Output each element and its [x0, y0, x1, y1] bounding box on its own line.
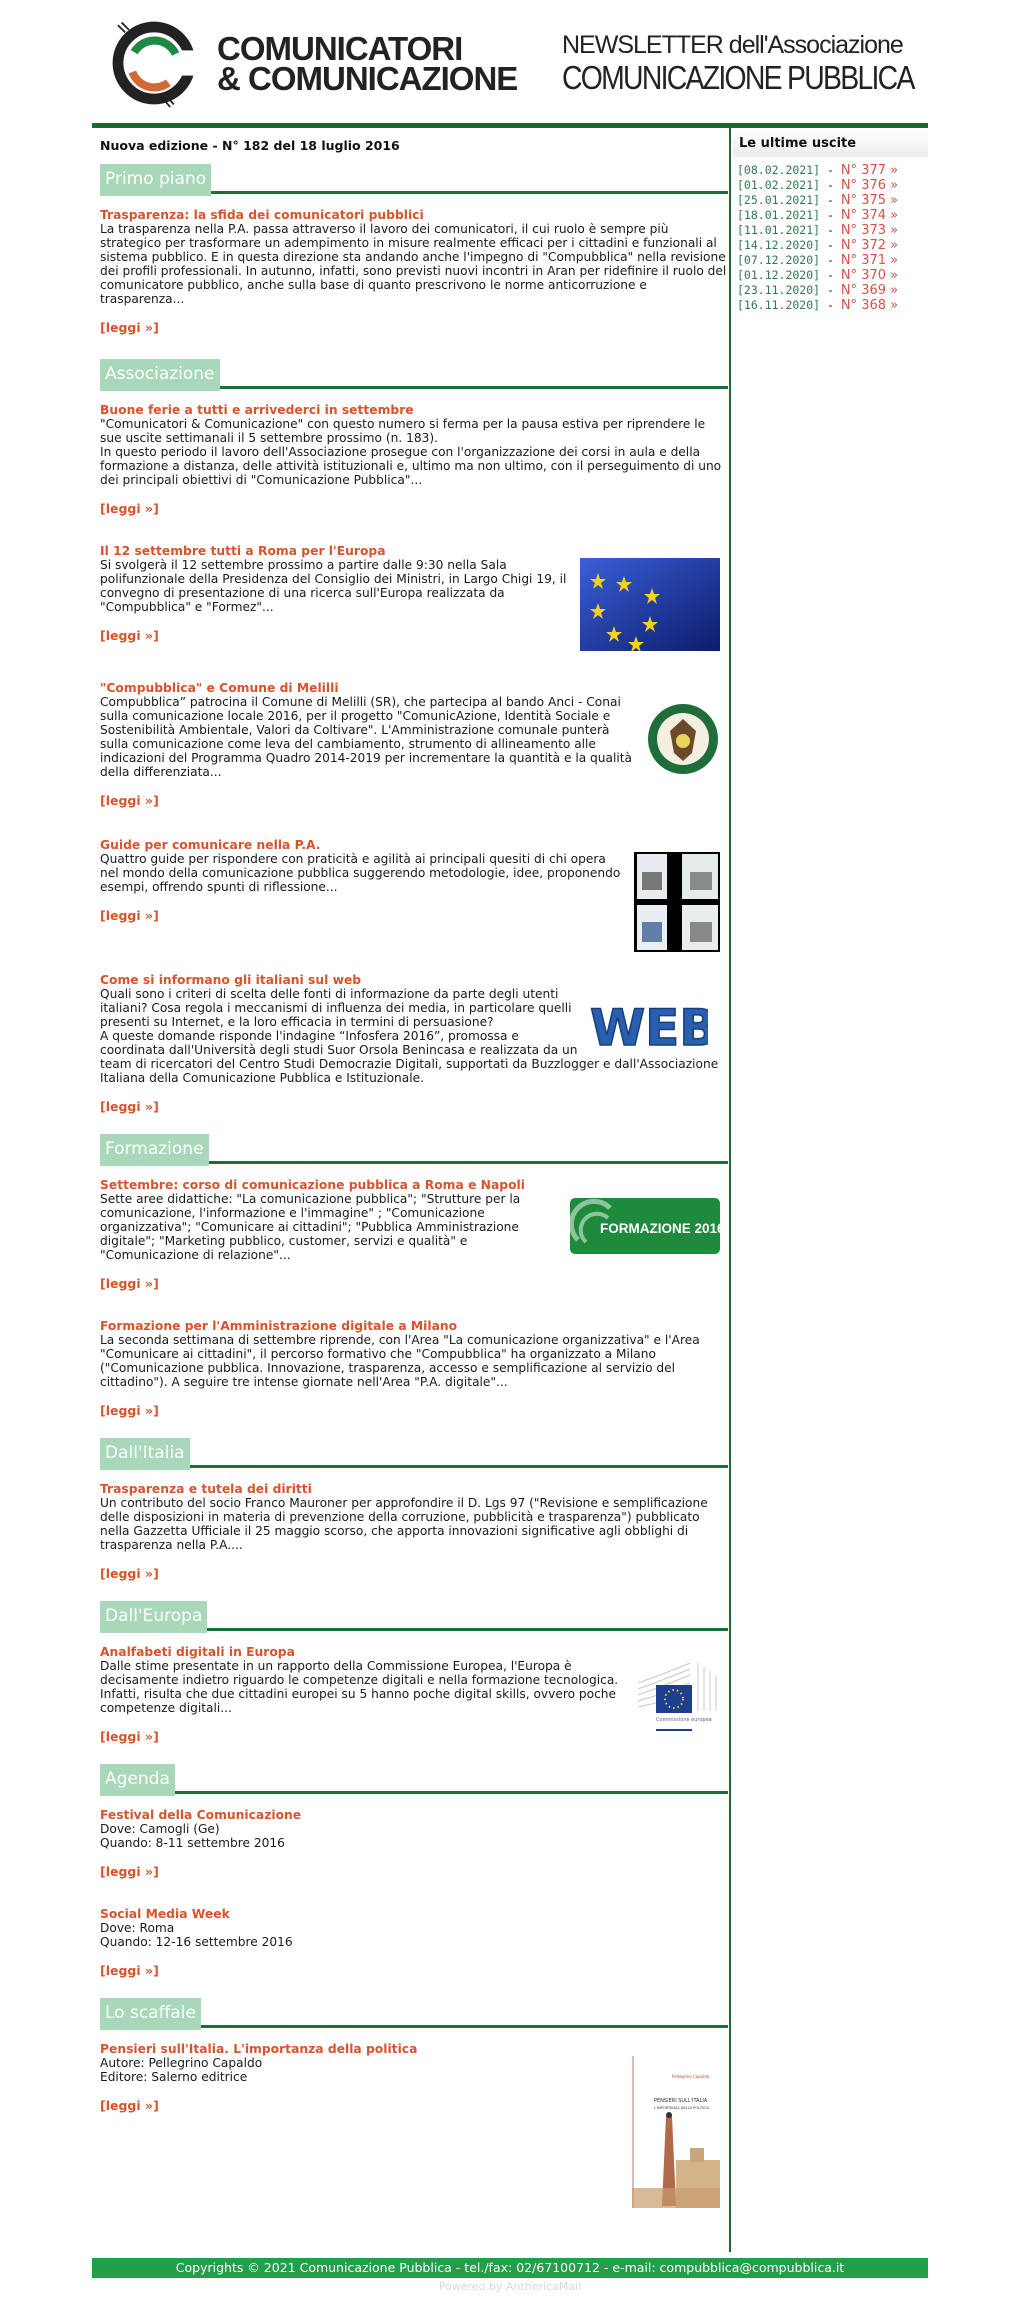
guides-covers-image[interactable]	[634, 852, 720, 952]
book-title-link[interactable]: Pensieri sull'Italia. L'importanza della politica	[100, 2042, 418, 2056]
past-issue-item: [11.01.2021] - N° 373 »	[737, 223, 899, 238]
brand-line-1: COMUNICATORI	[217, 30, 463, 67]
article	[100, 1482, 728, 1581]
section-header-associazione	[100, 359, 728, 391]
article-summary: La seconda settimana di settembre riprende, con l'Area "La comunicazione organizzativa" e l'Area "Comunicare ai cittadini", il percorso formativo che "Compubblica" ha organizzato a Milano ("Comunicazione pubblica. Innovazione, trasparenza, accesso e semplificazione al servizio del cittadino"). A seguire tre intense giornate nell'Area "P.A. digitale"...	[100, 1333, 700, 1389]
section-header-primo-piano	[100, 164, 728, 196]
section-header-dall-europa	[100, 1601, 728, 1633]
european-commission-logo[interactable]	[636, 1663, 720, 1735]
article-summary: Sette aree didattiche: "La comunicazione pubblica"; "Strutture per la comunicazione, l'informazione e l'immagine" ; "Comunicazione organizzativa"; "Comunicare ai cittadini"; "Pubblica Amministrazione digitale"; "Marketing pubblico, customer, servizi e qualità" e "Comunicazione di relazione"...	[100, 1192, 521, 1262]
read-more-link[interactable]: [leggi »]	[100, 1963, 159, 1978]
article	[100, 1645, 728, 1744]
article-summary: Un contributo del socio Franco Mauroner per approfondire il D. Lgs 97 ("Revisione e semplificazione delle disposizioni in materia di prevenzione della corruzione, pubblicità e trasparenza") pubblicato nella Gazzetta Ufficiale il 25 maggio scorso, che apporta innovazioni significative agli obblighi di trasparenza nella P.A....	[100, 1496, 708, 1552]
issue-link[interactable]: N° 370 »	[840, 268, 899, 283]
article	[100, 1178, 728, 1291]
book-publisher: Editore: Salerno editrice	[100, 2070, 248, 2084]
agenda-event	[100, 1808, 728, 1879]
article	[100, 1319, 728, 1418]
section-header-agenda	[100, 1764, 728, 1796]
tagline-line-2: COMUNICAZIONE PUBBLICA	[562, 59, 914, 96]
sidebar-title: Le ultime uscite	[733, 130, 928, 157]
read-more-link[interactable]: [leggi »]	[100, 1864, 159, 1879]
issue-link[interactable]: N° 376 »	[840, 178, 899, 193]
issue-link[interactable]: N° 372 »	[840, 238, 899, 253]
event-date: Quando: 12-16 settembre 2016	[100, 1935, 293, 1949]
past-issue-item: [16.11.2020] - N° 368 »	[737, 298, 899, 313]
read-more-link[interactable]: [leggi »]	[100, 320, 159, 335]
powered-by-text: Powered by AnthericaMail	[438, 2280, 582, 2293]
footer-bar	[92, 2258, 928, 2278]
issue-date: [16.11.2020]	[737, 298, 821, 312]
issue-link[interactable]: N° 375 »	[840, 193, 899, 208]
web-3d-text-icon	[588, 999, 708, 1055]
article-title-link[interactable]: Il 12 settembre tutti a Roma per l'Europa	[100, 544, 386, 558]
article-title-link[interactable]: Formazione per l'Amministrazione digitale a Milano	[100, 1319, 458, 1333]
article-title-link[interactable]: Trasparenza e tutela dei diritti	[100, 1482, 312, 1496]
section-header-lo-scaffale	[100, 1998, 728, 2030]
issue-date: [07.12.2020]	[737, 253, 821, 267]
european-commission-icon	[636, 1663, 720, 1735]
past-issues-list	[733, 157, 928, 313]
newsletter-container	[92, 0, 928, 2113]
edition-heading: Nuova edizione - N° 182 del 18 luglio 2016	[100, 138, 400, 153]
read-more-link[interactable]: [leggi »]	[100, 1276, 159, 1291]
issue-date: [18.01.2021]	[737, 208, 821, 222]
read-more-link[interactable]: [leggi »]	[100, 1403, 159, 1418]
issue-date: [01.02.2021]	[737, 178, 821, 192]
article-title-link[interactable]: Buone ferie a tutti e arrivederci in settembre	[100, 403, 414, 417]
main-column	[100, 128, 728, 2208]
book-author: Autore: Pellegrino Capaldo	[100, 2056, 263, 2070]
issue-date: [08.02.2021]	[737, 163, 821, 177]
agenda-event	[100, 1907, 728, 1978]
section-header-formazione	[100, 1134, 728, 1166]
book-cover-image[interactable]	[632, 2056, 720, 2208]
column-divider	[729, 128, 731, 2252]
article-summary-continued: In questo periodo il lavoro dell'Associazione prosegue con l'organizzazione dei corsi in aula e della formazione a distanza, delle attività istituzionali e, ultimo ma non ultimo, con il perseguimento di uno dei principali obiettivi di "Comunicazione Pubblica"...	[100, 445, 722, 487]
read-more-link[interactable]: [leggi »]	[100, 908, 159, 923]
melilli-seal-image[interactable]	[646, 701, 720, 777]
read-more-link[interactable]: [leggi »]	[100, 501, 159, 516]
past-issue-item: [08.02.2021] - N° 377 »	[737, 163, 899, 178]
section-label: Formazione	[100, 1134, 209, 1166]
svg-text:WEB: WEB	[590, 999, 708, 1055]
past-issue-item: [14.12.2020] - N° 372 »	[737, 238, 899, 253]
read-more-link[interactable]: [leggi »]	[100, 628, 159, 643]
footer-contact-text: Copyrights © 2021 Comunicazione Pubblica - tel./fax: 02/67100712 - e-mail: compubblica@compubblica.it	[175, 2260, 845, 2275]
issue-link[interactable]: N° 373 »	[840, 223, 899, 238]
past-issue-item: [18.01.2021] - N° 374 »	[737, 208, 899, 223]
article	[100, 681, 728, 808]
municipal-seal-icon	[646, 701, 720, 777]
svg-text:L'IMPORTANZA DELLA POLITICA: L'IMPORTANZA DELLA POLITICA	[654, 2106, 710, 2110]
issue-link[interactable]: N° 374 »	[840, 208, 899, 223]
formazione-badge-icon	[570, 1198, 720, 1254]
issue-date: [25.01.2021]	[737, 193, 821, 207]
tagline-line-1: NEWSLETTER dell'Associazione	[562, 31, 903, 59]
past-issue-item: [23.11.2020] - N° 369 »	[737, 283, 899, 298]
logo-mark-icon	[109, 18, 199, 108]
book-review	[100, 2042, 728, 2202]
read-more-link[interactable]: [leggi »]	[100, 1099, 159, 1114]
article-summary-continued: A queste domande risponde l'indagine “Infosfera 2016”, promossa e coordinata dall'Università degli studi Suor Orsola Benincasa e realizzata da un team di ricercatori del Centro Studi Democrazie Digitali, supportati da Buzzlogger e dall'Associazione Italiana della Comunicazione Pubblica e Istituzionale.	[100, 1029, 719, 1085]
article-title-link[interactable]: Settembre: corso di comunicazione pubblica a Roma e Napoli	[100, 1178, 525, 1192]
article-title-link[interactable]: Guide per comunicare nella P.A.	[100, 838, 321, 852]
web-image[interactable]	[588, 999, 708, 1055]
section-label: Agenda	[100, 1764, 175, 1796]
article	[100, 838, 728, 943]
issue-date: [01.12.2020]	[737, 268, 821, 282]
section-label: Lo scaffale	[100, 1998, 201, 2030]
event-title-link[interactable]: Social Media Week	[100, 1907, 230, 1921]
book-covers-icon	[634, 852, 720, 952]
article-summary: "Comunicatori & Comunicazione" con questo numero si ferma per la pausa estiva per riprendere le sue uscite settimanali il 5 settembre prossimo (n. 183).	[100, 417, 706, 445]
book-cover-icon	[632, 2056, 720, 2208]
issue-link[interactable]: N° 371 »	[840, 253, 899, 268]
article	[100, 544, 728, 643]
article-title-link[interactable]: "Compubblica" e Comune di Melilli	[100, 681, 339, 695]
article-summary: Quali sono i criteri di scelta delle fonti di informazione da parte degli utenti italiani? Cosa regola i meccanismi di influenza dei media, in particolare quelli presenti su Internet, e la loro efficacia in termini di persuasione?	[100, 987, 572, 1029]
section-rule	[100, 1465, 728, 1468]
section-label: Dall'Italia	[100, 1438, 190, 1470]
brand-line-2: & COMUNICAZIONE	[217, 60, 518, 97]
read-more-link[interactable]: [leggi »]	[100, 2098, 159, 2113]
issue-link[interactable]: N° 368 »	[840, 298, 899, 313]
past-issue-item: [07.12.2020] - N° 371 »	[737, 253, 899, 268]
section-label: Primo piano	[100, 164, 211, 196]
article-title-link[interactable]: Come si informano gli italiani sul web	[100, 973, 362, 987]
brand-logotype	[217, 30, 518, 97]
issue-date: [11.01.2021]	[737, 223, 821, 237]
event-location: Dove: Camogli (Ge)	[100, 1822, 220, 1836]
article-summary: Dalle stime presentate in un rapporto della Commissione Europea, l'Europa è decisamente indietro riguardo le competenze digitali e nella formazione tecnologica. Infatti, risulta che due cittadini europei su 5 hanno poche digital skills, ovvero poche competenze digitali...	[100, 1659, 619, 1715]
svg-text:FORMAZIONE 2016: FORMAZIONE 2016	[600, 1221, 720, 1236]
issue-date: [14.12.2020]	[737, 238, 821, 252]
article-summary: Quattro guide per rispondere con praticità e agilità ai principali quesiti di chi opera nel mondo della comunicazione pubblica suggerendo metodologie, idee, proponendo esempi, offrendo spunti di riflessione...	[100, 852, 621, 894]
eu-flag-icon	[580, 558, 720, 651]
eu-flag-image[interactable]	[580, 558, 720, 651]
section-label: Dall'Europa	[100, 1601, 207, 1633]
sidebar-past-issues	[733, 130, 928, 313]
article	[100, 403, 728, 516]
formazione-2016-badge[interactable]	[570, 1198, 720, 1254]
issue-link[interactable]: N° 369 »	[840, 283, 899, 298]
event-title-link[interactable]: Festival della Comunicazione	[100, 1808, 302, 1822]
header	[92, 0, 928, 122]
read-more-link[interactable]: [leggi »]	[100, 1566, 159, 1581]
article	[100, 208, 728, 335]
issue-link[interactable]: N° 377 »	[840, 163, 899, 178]
section-label: Associazione	[100, 359, 220, 391]
section-header-dall-italia	[100, 1438, 728, 1470]
issue-date: [23.11.2020]	[737, 283, 821, 297]
article-summary: Compubblica” patrocina il Comune di Melilli (SR), che partecipa al bando Anci - Conai sulla comunicazione locale 2016, per il progetto "ComunicAzione, Identità Sociale e Sostenibilità Ambientale, Valori da Coltivare". L'Amministrazione comunale punterà sulla comunicazione come leva del cambiamento, strumento di allineamento alle indicazioni del Programma Quadro 2014-2019 per incrementare la quantità e la qualità della differenziata...	[100, 695, 632, 779]
svg-text:PENSIERI SULL'ITALIA: PENSIERI SULL'ITALIA	[654, 2098, 708, 2104]
read-more-link[interactable]: [leggi »]	[100, 1729, 159, 1744]
event-location: Dove: Roma	[100, 1921, 175, 1935]
article-summary: Si svolgerà il 12 settembre prossimo a partire dalle 9:30 nella Sala polifunzionale della Presidenza del Consiglio dei Ministri, in Largo Chigi 19, il convegno di presentazione di una ricerca sull'Europa realizzata da "Compubblica" e "Formez"...	[100, 558, 567, 614]
article-title-link[interactable]: Analfabeti digitali in Europa	[100, 1645, 295, 1659]
article-title-link[interactable]: Trasparenza: la sfida dei comunicatori pubblici	[100, 208, 424, 222]
article	[100, 973, 728, 1114]
svg-text:Pellegrino Capaldo: Pellegrino Capaldo	[672, 2074, 710, 2079]
newsletter-tagline	[562, 30, 971, 96]
svg-text:Commissione europea: Commissione europea	[656, 1717, 712, 1723]
past-issue-item: [25.01.2021] - N° 375 »	[737, 193, 899, 208]
article-summary: La trasparenza nella P.A. passa attraverso il lavoro dei comunicatori, il cui ruolo è sempre più strategico per trasformare un adempimento in misure realmente efficaci per i cittadini e funzionali al sistema pubblico. E in questa direzione sta andando anche l'impegno di "Compubblica" nella revisione dei profili professionali. In autunno, infatti, sono previsti nuovi incontri in Aran per ridefinire il ruolo del comunicatore pubblico, anche sulla base di quanto prescrivono le norme anticorruzione e trasparenza...	[100, 222, 727, 306]
event-date: Quando: 8-11 settembre 2016	[100, 1836, 285, 1850]
past-issue-item: [01.12.2020] - N° 370 »	[737, 268, 899, 283]
section-rule	[100, 1791, 728, 1794]
past-issue-item: [01.02.2021] - N° 376 »	[737, 178, 899, 193]
read-more-link[interactable]: [leggi »]	[100, 793, 159, 808]
